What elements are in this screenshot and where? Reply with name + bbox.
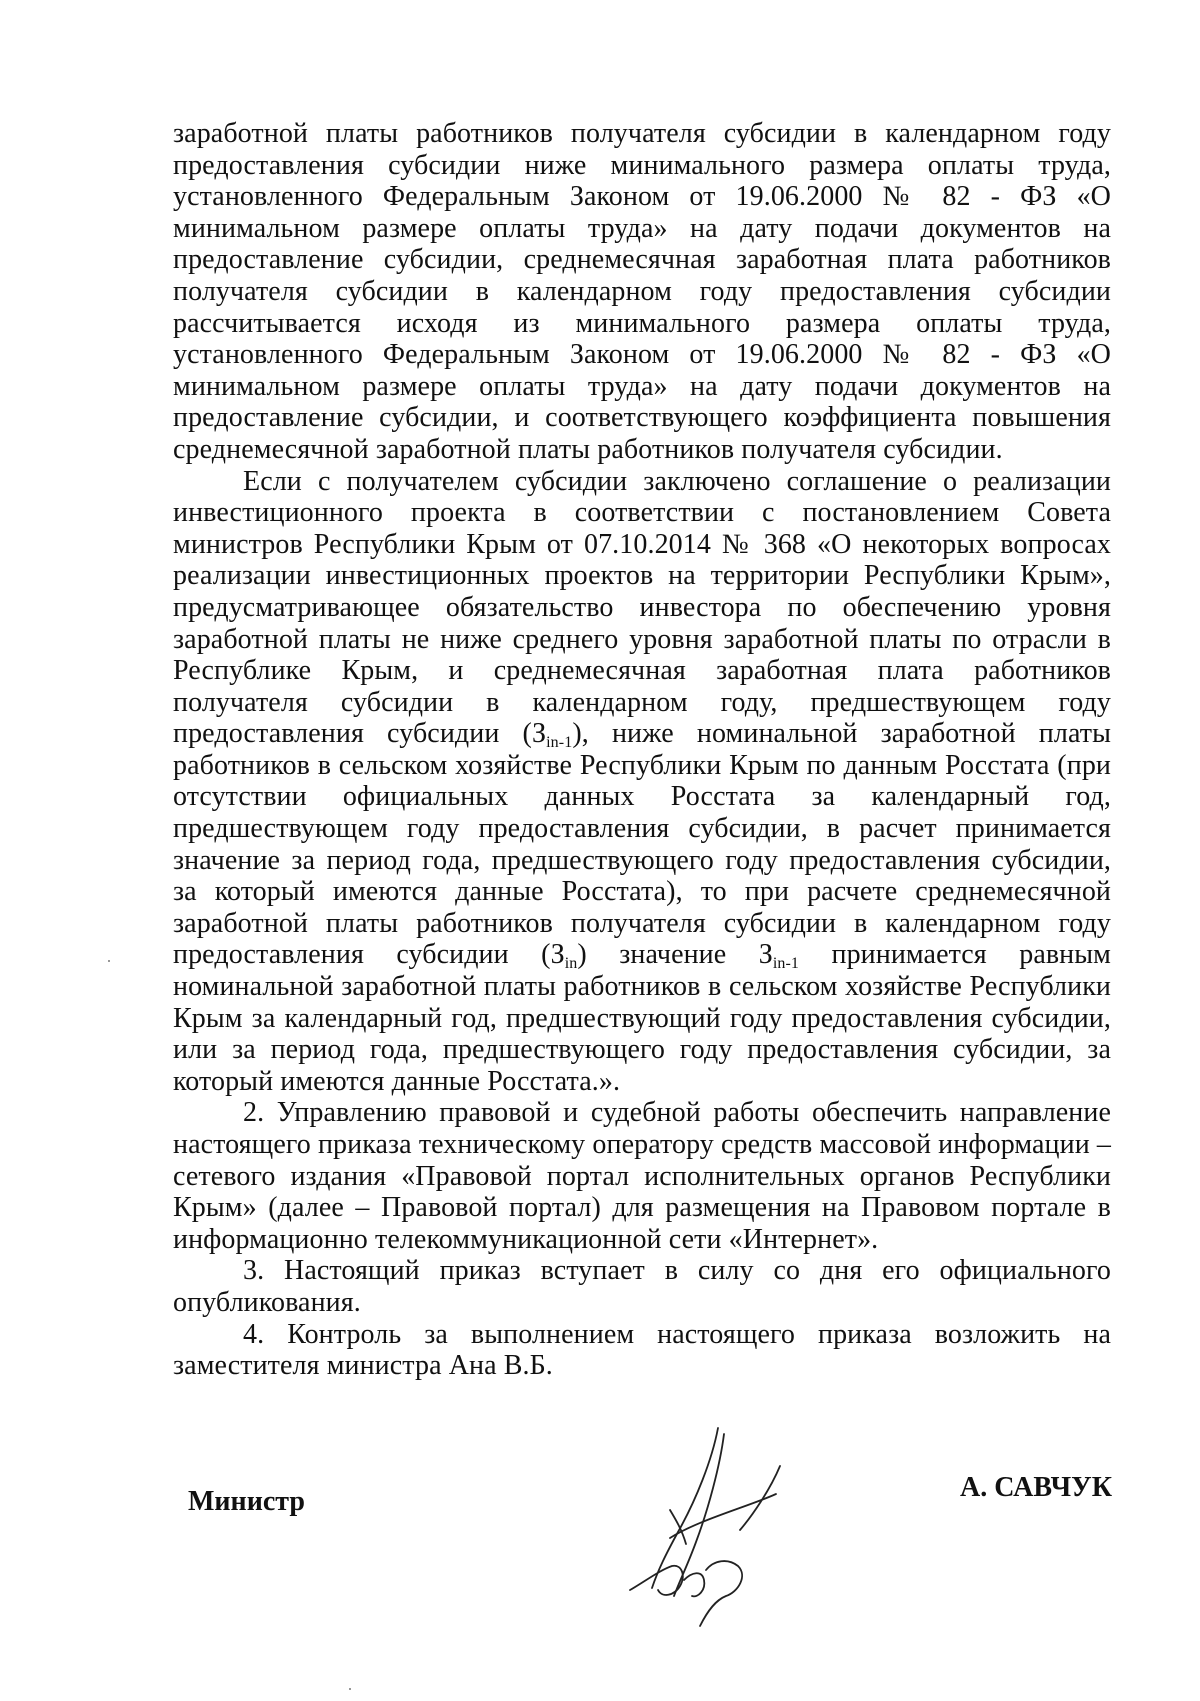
subscript-index: in: [564, 955, 578, 973]
paragraph-text: заработной платы работников получателя субсидии в календарном году предоставления субсидии ниже минимального размера оплаты труда, установленного Федеральным Законом от 19.06.2000 № 82 - ФЗ «О минимальном размере оплаты труда» на дату подачи документов на предоставление субсидии, среднемесячная заработная плата работников получателя субсидии в календарном году предоставления субсидии рассчитывается исходя из минимального размера оплаты труда, установленного Федеральным Законом от 19.06.2000 № 82 - ФЗ «О минимальном размере оплаты труда» на дату подачи документов на предоставление субсидии, и соответствующего коэффициента повышения среднемесячной заработной платы работников получателя субсидии.: [173, 118, 1111, 465]
scan-speck: [108, 960, 110, 962]
scan-speck: [349, 1688, 351, 1690]
paragraph-text: ), ниже номинальной заработной платы работников в сельском хозяйстве Республики Крым по данным Росстата (при отсутствии официальных данных Росстата за календарный год, предшествующем году предоставления субсидии, в расчет принимается значение за период года, предшествующего году предоставления субсидии, за который имеются данные Росстата), то при расчете среднемесячной заработной платы работников получателя субсидии в календарном году предоставления субсидии (З: [173, 718, 1111, 971]
subscript-index: in-1: [546, 734, 573, 752]
subscript-index: in-1: [772, 955, 800, 973]
signature-block: [0, 1470, 1200, 1620]
body-paragraph: [173, 466, 1111, 1098]
paragraph-text: ) значение З: [577, 939, 773, 971]
body-paragraph: [173, 118, 1111, 466]
signatory-title: Министр: [188, 1486, 305, 1517]
paragraph-text: принимается равным номинальной заработной платы работников в сельском хозяйстве Республики Крым за календарный год, предшествующий году предоставления субсидии, или за период года, предшествующего году предоставления субсидии, за который имеются данные Росстата.».: [173, 939, 1111, 1097]
body-paragraph: [173, 1319, 1111, 1382]
paragraph-text: 2. Управлению правовой и судебной работы обеспечить направление настоящего приказа техническому оператору средств массовой информации – сетевого издания «Правовой портал исполнительных органов Республики Крым» (далее – Правовой портал) для размещения на Правовом портале в информационно телекоммуникационной сети «Интернет».: [173, 1097, 1111, 1255]
paragraph-text: Если с получателем субсидии заключено соглашение о реализации инвестиционного проекта в соответствии с постановлением Совета министров Республики Крым от 07.10.2014 № 368 «О некоторых вопросах реализации инвестиционных проектов на территории Республики Крым», предусматривающее обязательство инвестора по обеспечению уровня заработной платы не ниже среднего уровня заработной платы по отрасли в Республике Крым, и среднемесячная заработная плата работников получателя субсидии в календарном году, предшествующем году предоставления субсидии (З: [173, 465, 1111, 750]
document-body: [173, 118, 1111, 1382]
body-paragraph: [173, 1255, 1111, 1318]
handwritten-signature: [600, 1420, 840, 1640]
body-paragraph: [173, 1097, 1111, 1255]
paragraph-text: 4. Контроль за выполнением настоящего приказа возложить на заместителя министра Ана В.Б.: [173, 1318, 1111, 1382]
paragraph-text: 3. Настоящий приказ вступает в силу со дня его официального опубликования.: [173, 1255, 1111, 1318]
signatory-name: А. САВЧУК: [960, 1472, 1112, 1503]
